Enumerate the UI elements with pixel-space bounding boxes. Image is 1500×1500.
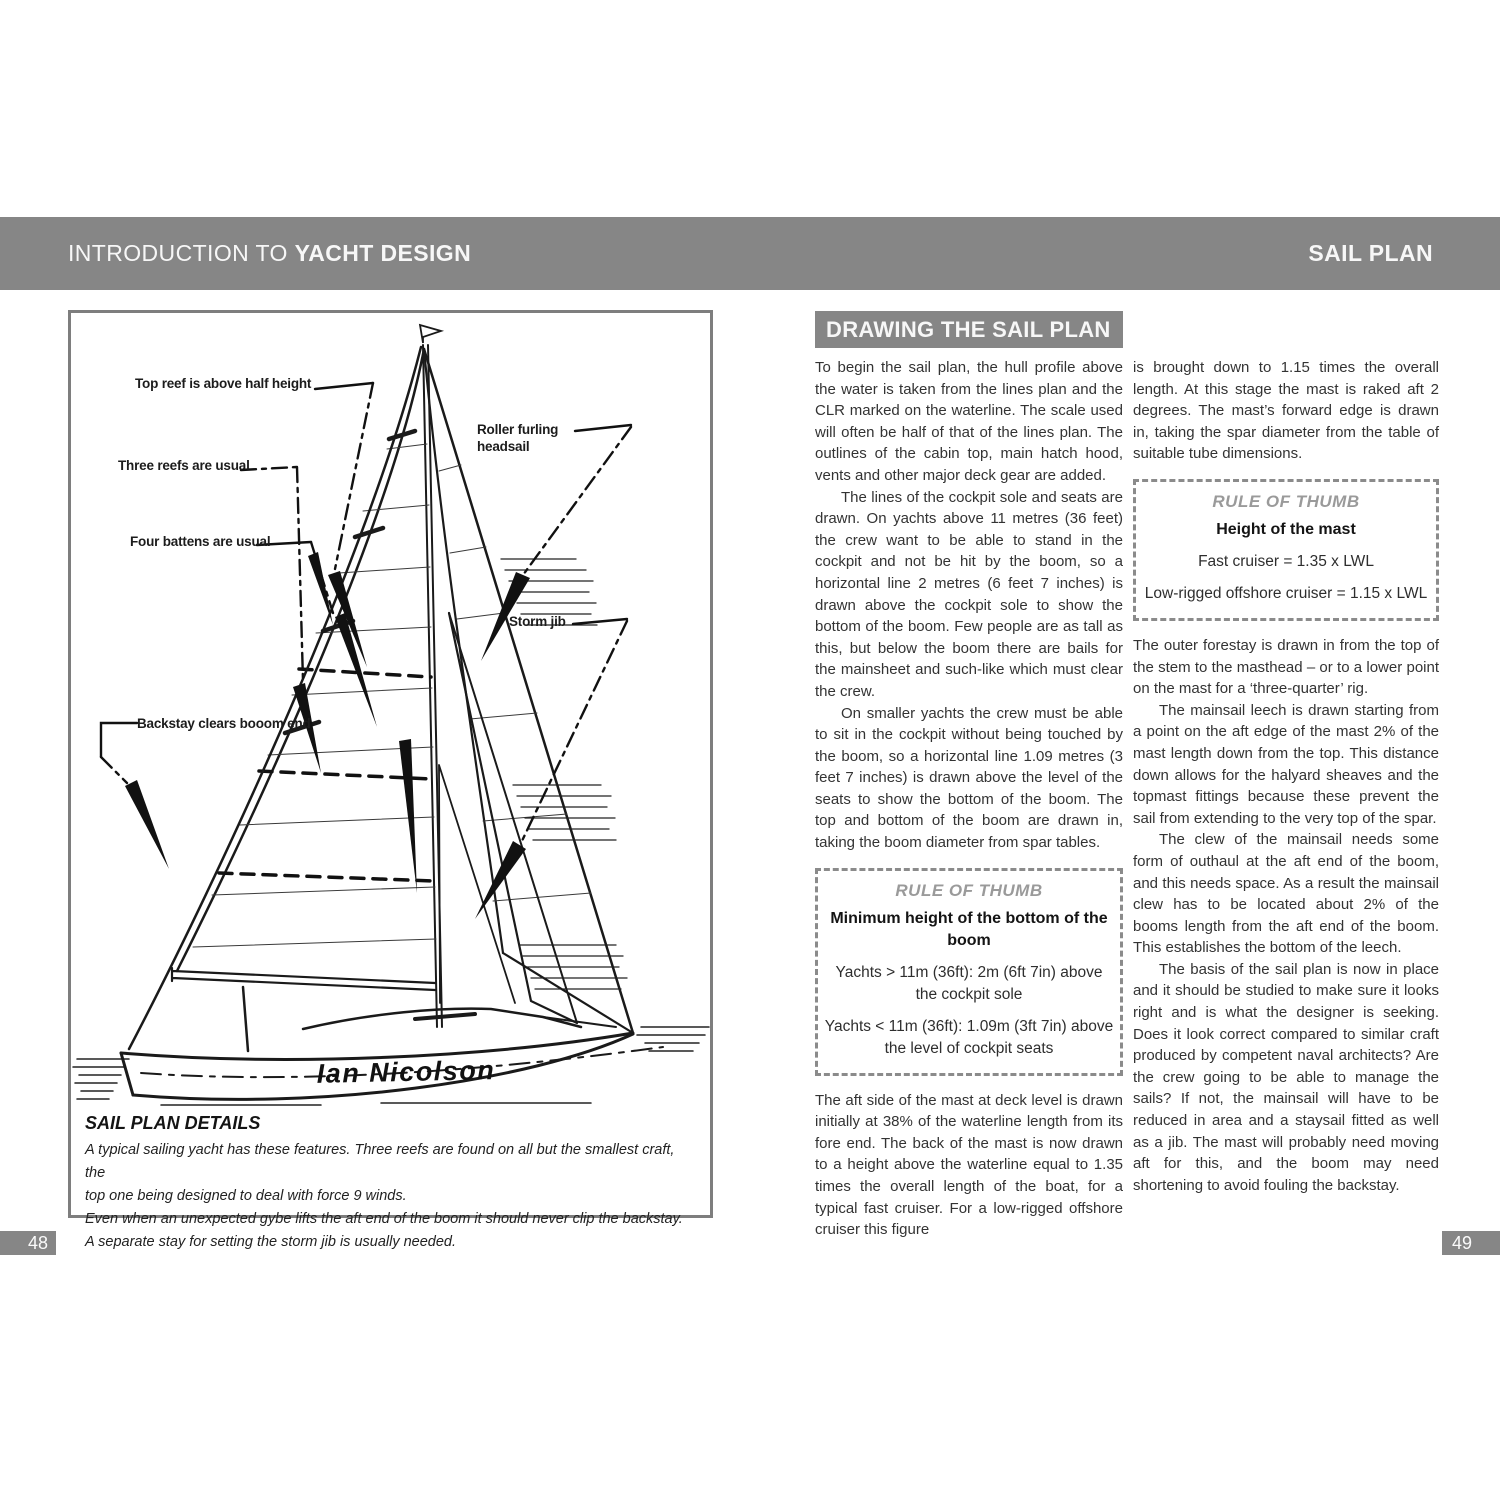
label-four-battens: Four battens are usual bbox=[130, 534, 271, 549]
paragraph: The lines of the cockpit sole and seats are drawn. On yachts above 11 metres (36 feet) the crew want to be able to stand in the cockpit and not be hit by the boom, so a horizontal line 2 metres (6 feet 7 inches) is drawn above the cockpit sole to show the bottom of the boom. Few people are as tall as this, but below the boom there are bails for the mainsheet and such-like which must clear the crew. bbox=[815, 488, 1123, 700]
figure-caption-line: A typical sailing yacht has these features. Three reefs are found on all but the smallest craft, the bbox=[85, 1142, 675, 1181]
paragraph: is brought down to 1.15 times the overall length. At this stage the mast is raked aft 2 degrees. The mast’s forward edge is drawn in, taking the spar diameter from the table of suitable tube dimensions. bbox=[1133, 359, 1439, 463]
figure-caption-title: SAIL PLAN DETAILS bbox=[85, 1113, 261, 1133]
running-head-band bbox=[0, 217, 1500, 290]
paragraph: To begin the sail plan, the hull profile above the water is taken from the lines plan and the CLR marked on the waterline. The scale used will often be half of that of the lines plan. The outlines of the cabin top, main hatch hood, vents and other major deck gear are added. bbox=[815, 359, 1123, 484]
rule-of-thumb-heading: RULE OF THUMB bbox=[1212, 491, 1360, 511]
page-number-right: 49 bbox=[1442, 1231, 1500, 1255]
rule-of-thumb-line: Yachts < 11m (36ft): 1.09m (3ft 7in) above the level of cockpit seats bbox=[824, 1017, 1114, 1057]
figure-caption bbox=[85, 1113, 696, 1254]
paragraph: The aft side of the mast at deck level is drawn initially at 38% of the waterline length from its fore end. The back of the mast is now drawn to a height above the waterline equal to 1.35 times the overall length of the boat, for a typical fast cruiser. For a low-rigged offshore cruiser this figure bbox=[815, 1091, 1123, 1239]
rule-of-thumb-heading: RULE OF THUMB bbox=[895, 880, 1043, 900]
figure-caption-line: Even when an unexpected gybe lifts the aft end of the boom it should never clip the backstay. bbox=[85, 1211, 683, 1227]
paragraph: The basis of the sail plan is now in place and it should be studied to make sure it looks right and is what the designer is seeking. Does it look correct compared to similar craft produced by competent naval architects? Are the crew going to be able to manage the sails? If not, the mainsail will have to be reduced in area and a staysail fitted as well as a jib. The mast will probably need moving aft for this, and the boom may need shortening to avoid fouling the backstay. bbox=[1133, 960, 1439, 1194]
label-top-reef: Top reef is above half height bbox=[135, 376, 312, 391]
article-column-1 bbox=[815, 357, 1123, 1241]
label-three-reefs: Three reefs are usual bbox=[118, 458, 250, 473]
boom bbox=[172, 968, 435, 990]
figure-caption-line: top one being designed to deal with force 9 winds. bbox=[85, 1188, 407, 1204]
figure-caption-line: A separate stay for setting the storm jib is usually needed. bbox=[85, 1234, 457, 1250]
rule-of-thumb-line: Fast cruiser = 1.35 x LWL bbox=[1198, 552, 1374, 570]
label-roller-furling: Roller furling headsail bbox=[477, 422, 559, 454]
section-title: DRAWING THE SAIL PLAN bbox=[815, 311, 1123, 348]
sailboat-drawing bbox=[71, 313, 710, 1109]
sail-plan-figure bbox=[68, 310, 713, 1250]
paragraph: The mainsail leech is drawn starting from a point on the aft edge of the mast 2% of the mast length down from the top. This distance down allows for the halyard sheaves and the topmast fittings because these prevent the sail from extending to the very top of the spar. bbox=[1133, 701, 1439, 827]
rule-of-thumb-title: Height of the mast bbox=[1216, 520, 1356, 538]
page-number-left: 48 bbox=[0, 1231, 56, 1255]
rule-of-thumb-box-mast bbox=[1133, 479, 1439, 621]
reef-lines bbox=[219, 669, 434, 881]
rule-of-thumb-box-boom bbox=[815, 868, 1123, 1076]
rule-of-thumb-title: Minimum height of the bottom of the boom bbox=[830, 909, 1108, 949]
paragraph: The outer forestay is drawn in from the top of the stem to the masthead – or to a lower point on the mast for a ‘three-quarter’ rig. bbox=[1133, 636, 1439, 698]
article-column-2 bbox=[1133, 357, 1439, 1196]
rule-of-thumb-line: Yachts > 11m (36ft): 2m (6ft 7in) above the cockpit sole bbox=[835, 963, 1103, 1003]
rule-of-thumb-line: Low-rigged offshore cruiser = 1.15 x LWL bbox=[1144, 584, 1428, 602]
label-backstay: Backstay clears booom end bbox=[137, 716, 311, 731]
paragraph: On smaller yachts the crew must be able to sit in the cockpit without being touched by the boom, so a horizontal line 1.09 metres (3 feet 7 inches) is drawn above the level of the seats to show the bottom of the boom. The top and bottom of the boom are drawn in, taking the boom diameter from spar tables. bbox=[815, 704, 1123, 852]
book-title-bold: YACHT DESIGN bbox=[294, 240, 472, 266]
pointer-arrows bbox=[125, 552, 530, 919]
paragraph: The clew of the mainsail needs some form of outhaul at the aft end of the boom, and this needs space. As a result the mainsail clew has to be located about 2% of the booms length from the aft end of the boom. This establishes the bottom of the leech. bbox=[1133, 831, 1439, 957]
backstay-line bbox=[129, 347, 421, 1049]
mainsail bbox=[177, 349, 436, 971]
running-head-left bbox=[68, 217, 471, 290]
label-storm-jib: Storm jib bbox=[509, 614, 566, 629]
book-title-regular: INTRODUCTION TO bbox=[68, 240, 295, 266]
artist-signature: Ian Nicolson bbox=[316, 1055, 496, 1089]
running-head-right: SAIL PLAN bbox=[1308, 240, 1433, 266]
mainsail-seams bbox=[193, 444, 436, 947]
